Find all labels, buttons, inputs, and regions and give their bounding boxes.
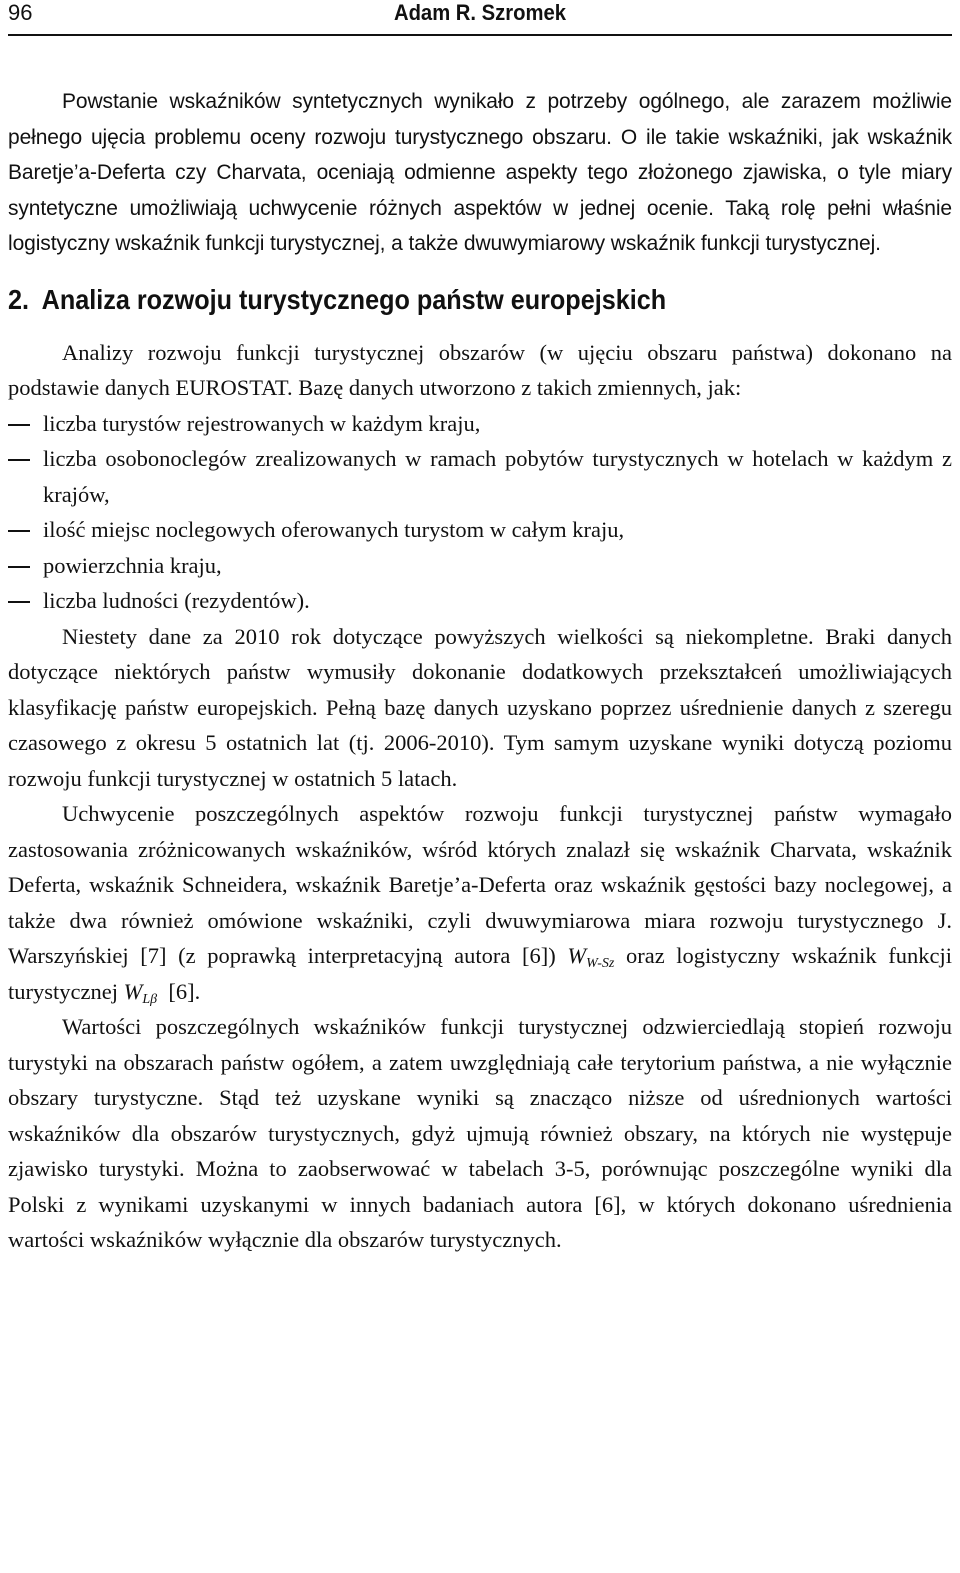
intro-text-a: Powstanie wskaźników syntetycznych wynikało z potrzeby ogólnego, ale zarazem możliwie pełnego ujęcia problemu oceny rozwoju turystycznego obszaru. O ile takie wskaźniki, jak wskaźnik Baretje’a-Deferta czy Charvata, oceniają odmienne aspekty tego złożonego zjawiska, o tyle miary syntetyczne umożliwiają uchwycenie różnych aspektów w jednej ocenie. <box>8 90 952 220</box>
list-item: ilość miejsc noclegowych oferowanych turystom w całym kraju, <box>8 512 952 548</box>
symbol-subscript: Lβ <box>142 991 158 1007</box>
list-item: liczba ludności (rezydentów). <box>8 583 952 619</box>
symbol-w: W <box>567 943 587 968</box>
page-number: 96 <box>8 0 33 25</box>
page-body <box>8 84 952 1258</box>
list-item: powierzchnia kraju, <box>8 548 952 584</box>
list-item: liczba turystów rejestrowanych w każdym kraju, <box>8 406 952 442</box>
indicators-text-c: [6]. <box>168 978 201 1004</box>
symbol-w: W <box>123 978 143 1004</box>
page-header <box>8 0 952 40</box>
data-gaps-paragraph: Niestety dane za 2010 rok dotyczące powyższych wielkości są niekompletne. Braki danych dotyczące niektórych państw wymusiły dokonanie dodatkowych przekształceń umożliwiających klasyfikację państw europejskich. Pełną bazę danych uzyskano poprzez uśrednienie danych z szeregu czasowego z okresu 5 ostatnich lat (tj. 2006-2010). Tym samym uzyskane wyniki dotyczą poziomu rozwoju funkcji turystycznej w ostatnich 5 latach. <box>8 623 952 791</box>
symbol-w-wsz <box>567 943 615 971</box>
section-title: Analiza rozwoju turystycznego państw europejskich <box>41 283 667 315</box>
header-rule <box>8 34 952 36</box>
symbol-subscript: W-Sz <box>586 956 615 971</box>
running-head-author: Adam R. Szromek <box>393 0 567 25</box>
indicators-text-b: oraz logistyczny wskaźnik funkcji turystycznej <box>8 943 952 1004</box>
data-sources-paragraph: Analizy rozwoju funkcji turystycznej obszarów (w ujęciu obszaru państwa) dokonano na podstawie danych EUROSTAT. Bazę danych utworzono z takich zmiennych, jak: <box>8 339 952 400</box>
indicators-text-a: Uchwycenie poszczególnych aspektów rozwoju funkcji turystycznej państw wymagało zastosowania zróżnicowanych wskaźników, wśród których znalazł się wskaźnik Charvata, wskaźnik Deferta, wskaźnik Schneidera, wskaźnik Baretje’a-Deferta oraz wskaźnik gęstości bazy noclegowej, a także dwa również omówione wskaźniki, czyli dwuwymiarowa miara rozwoju turystycznego J. Warszyńskiej [7] (z poprawką interpretacyjną autora [6]) <box>8 801 952 968</box>
symbol-w-lbeta <box>123 978 158 1007</box>
results-paragraph: Wartości poszczególnych wskaźników funkcji turystycznej odzwierciedlają stopień rozwoju turystyki na obszarach państw ogółem, a zatem uwzględniają całe terytorium państwa, a nie wyłącznie obszary turystyczne. Stąd też uzyskane wyniki są znacząco niższe od uśrednionych wartości wskaźników dla obszarów turystycznych, gdyż ujmują również obszary, na których nie występuje zjawisko turystyki. Można to zaobserwować w tabelach 3-5, porównując poszczególne wyniki dla Polski z wynikami uzyskanymi w innych badaniach autora [6], w których dokonano uśrednienia wartości wskaźników wyłącznie dla obszarów turystycznych. <box>8 1014 952 1252</box>
intro-paragraph <box>8 84 952 262</box>
variables-list <box>8 406 952 619</box>
section-heading <box>8 283 858 317</box>
section-number: 2. <box>8 283 30 315</box>
list-item: liczba osobonoclegów zrealizowanych w ramach pobytów turystycznych w hotelach w każdym z krajów, <box>8 441 952 512</box>
intro-text-b: Taką rolę pełni właśnie logistyczny wskaźnik funkcji turystycznej, a także dwuwymiarowy wskaźnik funkcji turystycznej. <box>8 196 953 255</box>
indicators-paragraph <box>8 796 952 1009</box>
